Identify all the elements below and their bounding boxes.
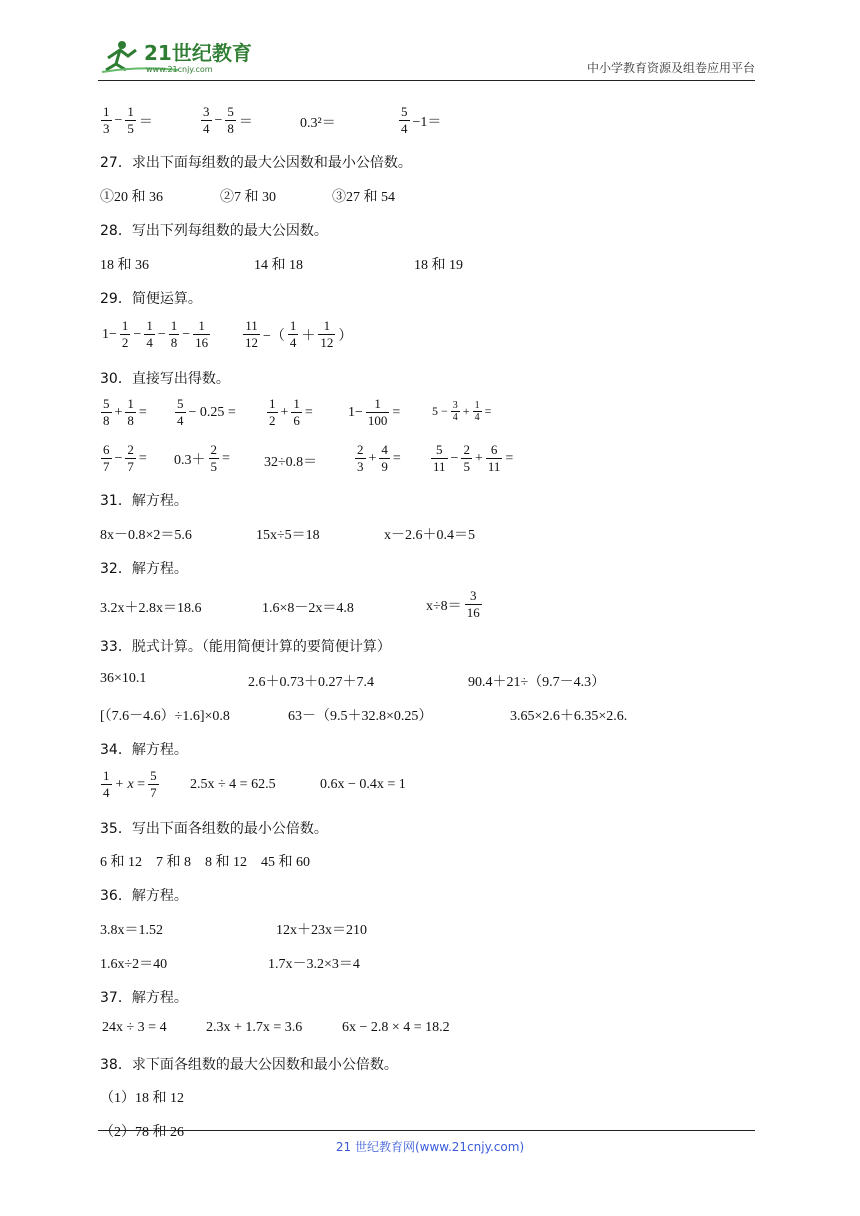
q33-item: 63－（9.5＋32.8×0.25） <box>288 709 433 724</box>
q33-item: 36×10.1 <box>100 671 147 686</box>
q26-item-1: $\frac{1}{3}$ − $\frac{1}{5}$ ＝ <box>103 104 153 136</box>
q30-title: 30．直接写出得数。 <box>100 371 230 387</box>
q27-item: ③27 和 54 <box>332 190 395 205</box>
q30-item: $\frac{6}{7}$ − $\frac{2}{7}$ = <box>103 442 147 474</box>
q30-item: 1− $\frac{1}{100}$ = <box>348 396 401 428</box>
q28-item: 14 和 18 <box>254 258 303 273</box>
q30-item: 32÷0.8＝ <box>264 455 318 470</box>
q36-item: 12x＋23x＝210 <box>276 923 367 938</box>
q30-item: $\frac{1}{2}$ + $\frac{1}{6}$ = <box>269 396 313 428</box>
q34-title: 34．解方程。 <box>100 742 188 758</box>
q38-title: 38．求下面各组数的最大公因数和最小公倍数。 <box>100 1057 398 1073</box>
q28-item: 18 和 19 <box>414 258 463 273</box>
q37-title: 37．解方程。 <box>100 990 188 1006</box>
logo-url: www.21cnjy.com <box>146 65 213 74</box>
page-header <box>98 32 755 81</box>
q33-item: 90.4＋21÷（9.7－4.3） <box>468 675 606 690</box>
q33-item: 2.6＋0.73＋0.27＋7.4 <box>248 675 374 690</box>
footer-text: 21 世纪教育网(www.21cnjy.com) <box>335 1140 525 1154</box>
q28-item: 18 和 36 <box>100 258 149 273</box>
q32-title: 32．解方程。 <box>100 561 188 577</box>
logo-text: 21世纪教育 <box>144 41 252 65</box>
q34-item: 2.5x ÷ 4 = 62.5 <box>190 777 276 792</box>
q30-item: 0.3＋ $\frac{2}{5}$ = <box>174 442 230 474</box>
q34-item: $\frac{1}{4}$ + x = $\frac{5}{7}$ <box>103 768 157 800</box>
q30-item: $\frac{5}{11}$ − $\frac{2}{5}$ + $\frac{6}{11}$ = <box>433 442 514 474</box>
q29-item-2: $\frac{11}{12}$ −（ $\frac{1}{4}$ ＋ $\frac{1}{12}$ ） <box>245 318 353 350</box>
q37-item: 24x ÷ 3 = 4 <box>102 1020 167 1035</box>
q26-item-3: 0.3²＝ <box>300 116 336 131</box>
q33-item: [（7.6－4.6）÷1.6]×0.8 <box>100 709 230 724</box>
q28-title: 28．写出下列每组数的最大公因数。 <box>100 223 328 239</box>
q29-title: 29．简便运算。 <box>100 291 202 307</box>
q32-item: 1.6×8－2x＝4.8 <box>262 601 354 616</box>
q32-item: 3.2x＋2.8x＝18.6 <box>100 601 202 616</box>
q29-item-1: 1− $\frac{1}{2}$ − $\frac{1}{4}$ − $\frac{1}{8}$ − $\frac{1}{16}$ <box>102 318 209 350</box>
q30-item: $\frac{5}{8}$ + $\frac{1}{8}$ = <box>103 396 147 428</box>
q36-item: 1.6x÷2＝40 <box>100 957 168 972</box>
q31-item: 8x－0.8×2＝5.6 <box>100 528 192 543</box>
q26-item-4: $\frac{5}{4}$ −1＝ <box>401 104 442 136</box>
q33-item: 3.65×2.6＋6.35×2.6. <box>510 709 628 724</box>
q35-title: 35．写出下面各组数的最小公倍数。 <box>100 821 328 837</box>
q31-item: x－2.6＋0.4＝5 <box>384 528 475 543</box>
q36-item: 1.7x－3.2×3＝4 <box>268 957 360 972</box>
q34-item: 0.6x − 0.4x = 1 <box>320 777 406 792</box>
q32-item: x÷8＝ $\frac{3}{16}$ <box>426 588 480 620</box>
q35-item: 6 和 12 7 和 8 8 和 12 45 和 60 <box>100 855 310 870</box>
q26-item-2: $\frac{3}{4}$ − $\frac{5}{8}$ ＝ <box>203 104 253 136</box>
q33-title: 33．脱式计算。（能用简便计算的要简便计算） <box>100 639 391 655</box>
q38-item: （1）18 和 12 <box>100 1091 184 1106</box>
q36-title: 36．解方程。 <box>100 888 188 904</box>
q27-item: ①20 和 36 <box>100 190 163 205</box>
header-platform-text: 中小学教育资源及组卷应用平台 <box>586 61 755 75</box>
q31-item: 15x÷5＝18 <box>256 528 320 543</box>
q37-item: 6x − 2.8 × 4 = 18.2 <box>342 1020 450 1035</box>
q30-item: $\frac{5}{4}$ − 0.25 = <box>177 396 236 428</box>
q38-item: （2）78 和 26 <box>100 1125 184 1140</box>
q27-item: ②7 和 30 <box>220 190 276 205</box>
q30-item: $\frac{2}{3}$ + $\frac{4}{9}$ = <box>357 442 401 474</box>
logo-icon <box>98 36 258 76</box>
q36-item: 3.8x＝1.52 <box>100 923 163 938</box>
q30-item: 5 − $\frac{3}{4}$ + $\frac{1}{4}$ = <box>432 400 492 423</box>
q31-title: 31．解方程。 <box>100 493 188 509</box>
q27-title: 27．求出下面每组数的最大公因数和最小公倍数。 <box>100 155 412 171</box>
q37-item: 2.3x + 1.7x = 3.6 <box>206 1020 303 1035</box>
footer-divider <box>98 1130 755 1131</box>
